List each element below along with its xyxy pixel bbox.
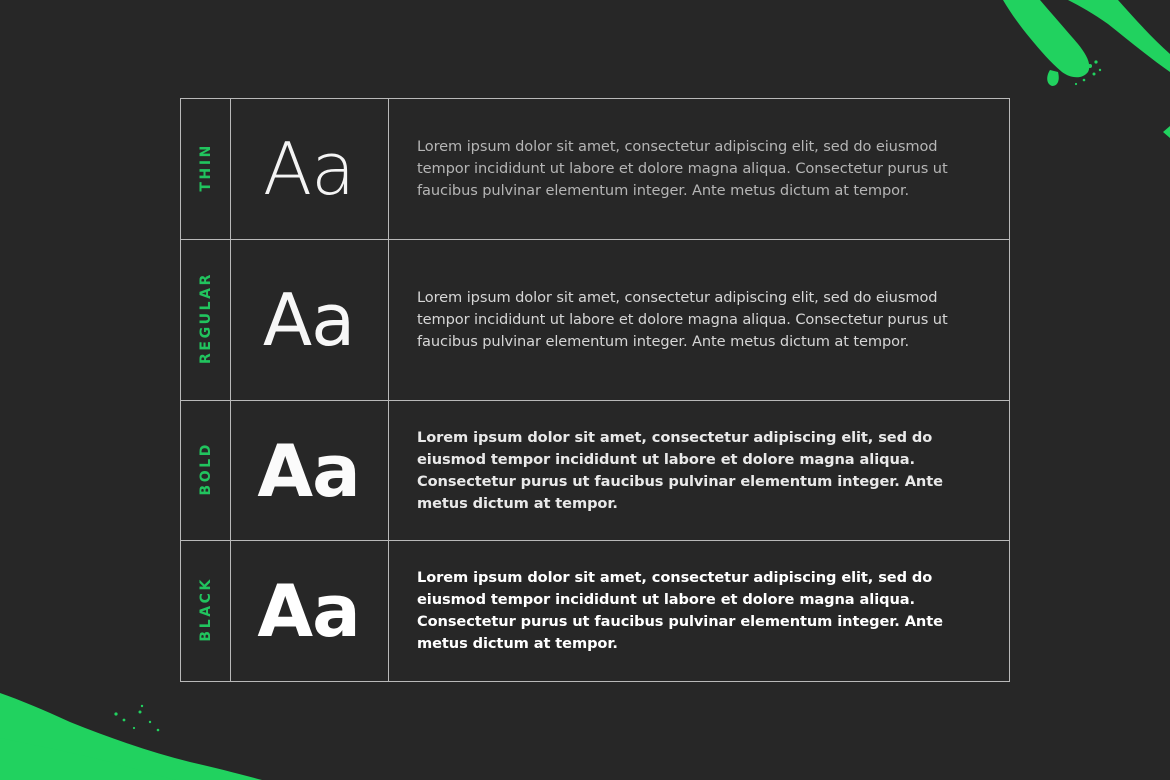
font-weight-table [180, 98, 1010, 682]
sample-text-cell [389, 240, 1010, 401]
glyph-sample: Aa [262, 127, 355, 211]
sample-paragraph: Lorem ipsum dolor sit amet, consectetur adipiscing elit, sed do eiusmod tempor incididunt ut labore et dolore magna aliqua. Consectetur purus ut faucibus pulvinar elementum integer. Ante metus dictum at tempor. [417, 569, 943, 652]
brush-drip [1047, 70, 1059, 86]
glyph-sample-cell [231, 541, 389, 682]
sample-text-cell [389, 401, 1010, 541]
weight-label: REGULAR [197, 272, 214, 364]
table-row-regular [181, 240, 1010, 401]
glyph-sample: Aa [257, 428, 360, 513]
brush-stroke-edge [1163, 126, 1170, 138]
glyph-sample-cell [231, 99, 389, 240]
table-row-black [181, 541, 1010, 682]
sample-paragraph: Lorem ipsum dolor sit amet, consectetur adipiscing elit, sed do eiusmod tempor incididunt ut labore et dolore magna aliqua. Consectetur purus ut faucibus pulvinar elementum integer. Ante metus dictum at tempor. [417, 138, 948, 199]
weight-label: BLACK [197, 576, 214, 642]
table-row-thin [181, 99, 1010, 240]
sample-text-cell [389, 541, 1010, 682]
glyph-sample-cell [231, 240, 389, 401]
weight-label-cell [181, 240, 231, 401]
glyph-sample-cell [231, 401, 389, 541]
weight-label-cell [181, 99, 231, 240]
sample-text-cell [389, 99, 1010, 240]
brush-stroke-top-right [1003, 0, 1089, 77]
glyph-sample: Aa [257, 569, 360, 653]
weight-label: THIN [197, 142, 214, 192]
sample-paragraph: Lorem ipsum dolor sit amet, consectetur adipiscing elit, sed do eiusmod tempor incididunt ut labore et dolore magna aliqua. Consectetur purus ut faucibus pulvinar elementum integer. Ante metus dictum at tempor. [417, 289, 948, 350]
weight-label: BOLD [197, 441, 214, 496]
weight-label-cell [181, 541, 231, 682]
table-row-bold [181, 401, 1010, 541]
weight-label-cell [181, 401, 231, 541]
sample-paragraph: Lorem ipsum dolor sit amet, consectetur adipiscing elit, sed do eiusmod tempor incididunt ut labore et dolore magna aliqua. Consectetur purus ut faucibus pulvinar elementum integer. Ante metus dictum at tempor. [417, 428, 943, 512]
glyph-sample: Aa [262, 278, 355, 362]
